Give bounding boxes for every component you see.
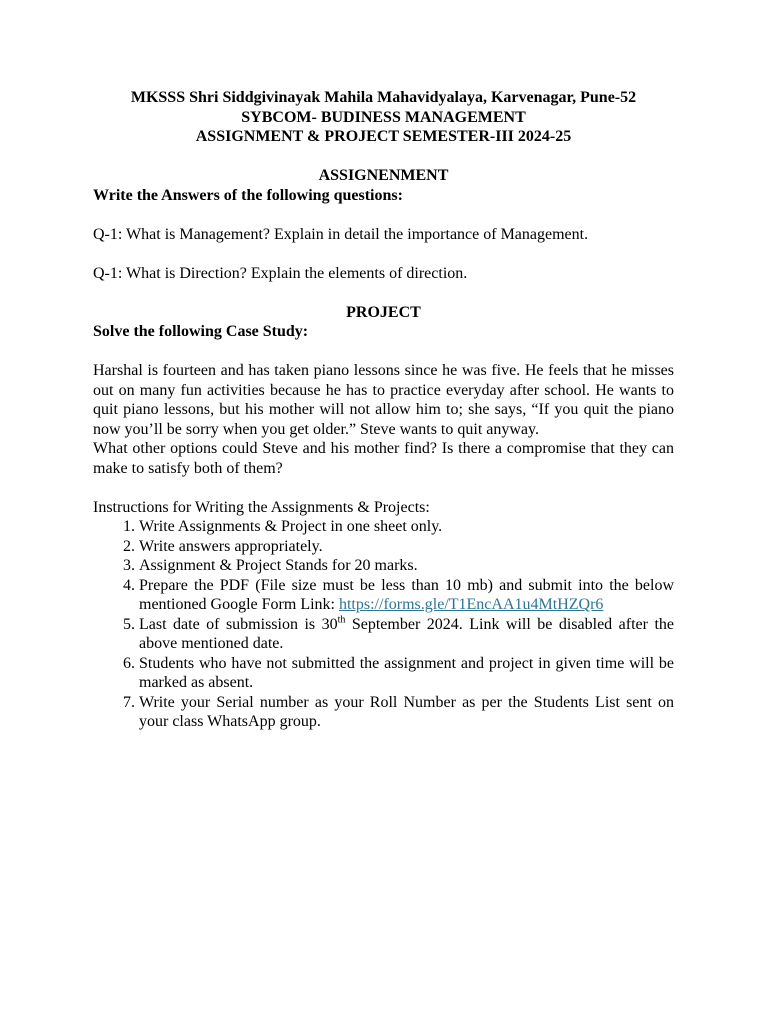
case-study-paragraph-2: What other options could Steve and his mother find? Is there a compromise that they can make to satisfy both of them? — [93, 440, 674, 477]
instructions-list — [93, 517, 674, 732]
spacer — [93, 244, 674, 264]
ordinal-suffix: th — [337, 614, 346, 626]
instruction-text: September 2024. Link will be disabled after the above mentioned date. — [139, 615, 674, 652]
question-1: Q-1: What is Management? Explain in detail the importance of Management. — [93, 225, 589, 243]
spacer — [93, 147, 674, 167]
spacer — [93, 283, 674, 303]
google-form-link[interactable]: https://forms.gle/T1EncAA1u4MtHZQr6 — [338, 596, 604, 613]
instruction-item-7 — [139, 693, 674, 732]
project-heading: PROJECT — [346, 303, 421, 321]
instruction-text: Last date of submission is 30 — [139, 615, 338, 633]
instruction-text: Write answers appropriately. — [139, 537, 323, 555]
instruction-item-6 — [139, 654, 674, 693]
spacer — [93, 205, 674, 225]
instruction-item-4 — [139, 576, 674, 615]
instruction-item-1 — [139, 517, 674, 537]
instruction-text: Students who have not submitted the assignment and project in given time will be marked as absent. — [139, 654, 674, 691]
course-title: SYBCOM- BUDINESS MANAGEMENT — [241, 108, 526, 126]
instruction-text: Write Assignments & Project in one sheet only. — [139, 518, 443, 535]
instruction-text: Prepare the PDF (File size must be less than 10 mb) and submit into the below mentioned Google Form Link: — [139, 576, 674, 613]
spacer — [93, 478, 674, 498]
assignment-heading: ASSIGNENMENT — [318, 167, 449, 184]
project-instruction: Solve the following Case Study: — [93, 323, 309, 340]
instruction-item-3 — [139, 556, 674, 576]
case-study-paragraph-1: Harshal is fourteen and has taken piano lessons since he was five. He feels that he misses out on many fun activities because he has to practice everyday after school. He wants to quit piano lessons, but his mother will not allow him to; she says, “If you quit the piano now you’ll be sorry when you get older.” Steve wants to quit anyway. — [93, 362, 674, 438]
instruction-item-5 — [139, 615, 674, 654]
instructions-title: Instructions for Writing the Assignments & Projects: — [93, 498, 430, 516]
semester-title: ASSIGNMENT & PROJECT SEMESTER-III 2024-25 — [195, 128, 572, 145]
college-name: MKSSS Shri Siddgivinayak Mahila Mahavidyalaya, Karvenagar, Pune-52 — [130, 89, 637, 106]
assignment-instruction: Write the Answers of the following questions: — [93, 186, 403, 204]
spacer — [93, 342, 674, 362]
instruction-text: Assignment & Project Stands for 20 marks. — [139, 557, 418, 574]
instruction-item-2 — [139, 537, 674, 557]
question-2: Q-1: What is Direction? Explain the elements of direction. — [93, 264, 468, 282]
document-body — [93, 88, 674, 732]
instruction-text: Write your Serial number as your Roll Number as per the Students List sent on your class WhatsApp group. — [139, 693, 674, 730]
